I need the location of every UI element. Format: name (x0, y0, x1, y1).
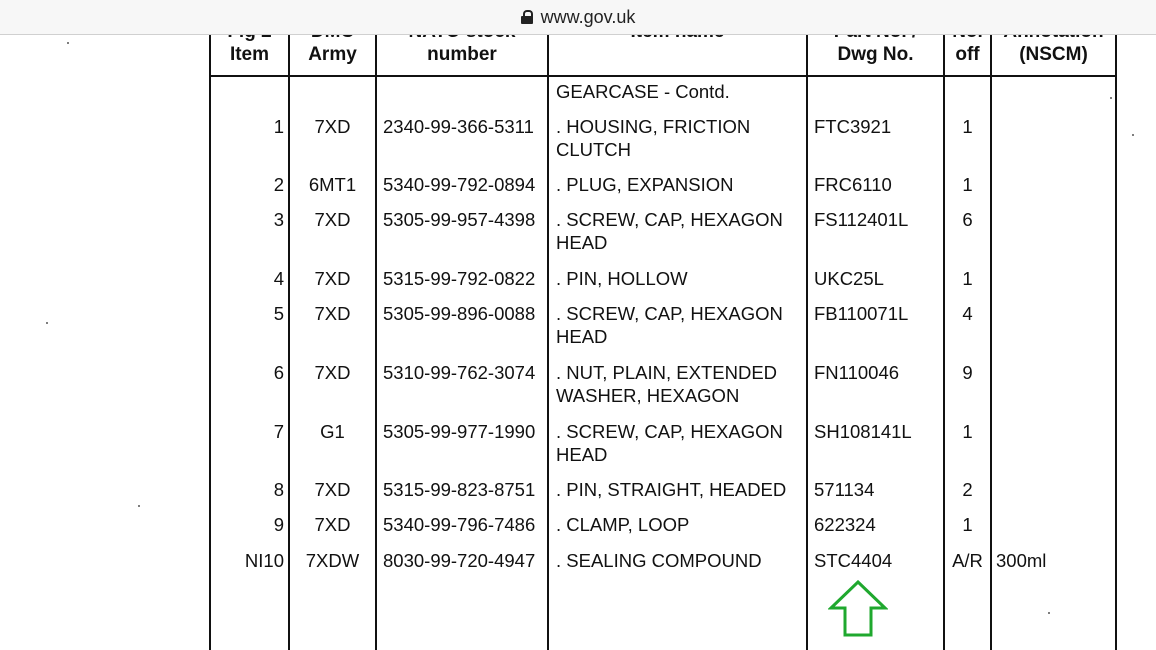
column-rule (990, 0, 992, 650)
item-number: 6 (273, 362, 284, 383)
nato-stock-number: 5310-99-762-3074 (383, 362, 536, 383)
item-number: 3 (273, 209, 284, 230)
item-name: . SEALING COMPOUND (556, 550, 762, 571)
part-number: FRC6110 (814, 174, 892, 195)
quantity-off: 2 (962, 479, 973, 500)
quantity-off: 1 (962, 174, 973, 195)
up-arrow-icon (828, 580, 888, 638)
item-name-continuation: CLUTCH (556, 139, 632, 160)
url-text[interactable]: www.gov.uk (540, 6, 636, 27)
item-name: . NUT, PLAIN, EXTENDED (556, 362, 778, 383)
item-name: . PIN, STRAIGHT, HEADED (556, 479, 787, 500)
item-number: 4 (273, 268, 284, 289)
browser-address-bar[interactable] (0, 0, 1156, 35)
part-number: STC4404 (814, 550, 893, 571)
item-name: . HOUSING, FRICTION (556, 116, 751, 137)
item-name: . PIN, HOLLOW (556, 268, 688, 289)
annotation: 300ml (996, 550, 1047, 571)
quantity-off: 1 (962, 421, 973, 442)
nato-stock-number: 5340-99-792-0894 (383, 174, 536, 195)
scan-speck (1048, 612, 1050, 614)
header-no-off: off (955, 44, 980, 65)
scan-speck (46, 322, 48, 324)
nato-stock-number: 5305-99-896-0088 (383, 303, 536, 324)
quantity-off: 1 (962, 268, 973, 289)
part-number: UKC25L (814, 268, 884, 289)
dmc-code: 7XD (314, 268, 351, 289)
part-number: FTC3921 (814, 116, 892, 137)
item-name: . SCREW, CAP, HEXAGON (556, 303, 783, 324)
dmc-code: 6MT1 (308, 174, 357, 195)
column-rule (1115, 0, 1117, 650)
header-nato-stock-number: number (427, 44, 497, 65)
scan-speck (67, 42, 69, 44)
item-number: 7 (273, 421, 284, 442)
dmc-code: 7XD (314, 479, 351, 500)
scan-speck (138, 505, 140, 507)
nato-stock-number: 8030-99-720-4947 (383, 550, 536, 571)
part-number: FB110071L (814, 303, 909, 324)
nato-stock-number: 5305-99-957-4398 (383, 209, 536, 230)
item-number: 8 (273, 479, 284, 500)
nato-stock-number: 5315-99-792-0822 (383, 268, 536, 289)
quantity-off: 6 (962, 209, 973, 230)
item-name: . SCREW, CAP, HEXAGON (556, 421, 783, 442)
scan-speck (1132, 134, 1134, 136)
item-number: 5 (273, 303, 284, 324)
nato-stock-number: 2340-99-366-5311 (383, 116, 534, 137)
nato-stock-number: 5305-99-977-1990 (383, 421, 536, 442)
dmc-code: G1 (320, 421, 345, 442)
item-name-continuation: HEAD (556, 232, 608, 253)
part-number: FS112401L (814, 209, 909, 230)
quantity-off: 4 (962, 303, 973, 324)
part-number: 571134 (814, 479, 875, 500)
header-rule (209, 75, 1117, 77)
dmc-code: 7XD (314, 116, 351, 137)
column-rule (806, 0, 808, 650)
item-name-continuation: HEAD (556, 444, 608, 465)
scan-speck (1110, 97, 1112, 99)
quantity-off: 1 (962, 514, 973, 535)
item-name: . PLUG, EXPANSION (556, 174, 734, 195)
item-name-continuation: WASHER, HEXAGON (556, 385, 740, 406)
item-number: 2 (273, 174, 284, 195)
item-number: 9 (273, 514, 284, 535)
dmc-code: 7XD (314, 303, 351, 324)
item-name: . CLAMP, LOOP (556, 514, 690, 535)
section-title: GEARCASE - Contd. (556, 81, 730, 102)
nato-stock-number: 5340-99-796-7486 (383, 514, 536, 535)
header-dmc: Army (308, 44, 357, 65)
dmc-code: 7XD (314, 514, 351, 535)
part-number: FN110046 (814, 362, 900, 383)
lock-icon (521, 10, 533, 24)
part-number: SH108141L (814, 421, 912, 442)
dmc-code: 7XD (314, 362, 351, 383)
header-item: Item (229, 44, 270, 65)
header-part-no: Dwg No. (837, 44, 914, 65)
dmc-code: 7XDW (305, 550, 360, 571)
quantity-off: A/R (952, 550, 983, 571)
dmc-code: 7XD (314, 209, 351, 230)
item-name: . SCREW, CAP, HEXAGON (556, 209, 783, 230)
header-annotation: (NSCM) (1019, 44, 1088, 65)
quantity-off: 1 (962, 116, 973, 137)
column-rule (375, 0, 377, 650)
quantity-off: 9 (962, 362, 973, 383)
item-number: 1 (273, 116, 284, 137)
item-name-continuation: HEAD (556, 326, 608, 347)
item-number: NI10 (244, 550, 284, 571)
nato-stock-number: 5315-99-823-8751 (383, 479, 536, 500)
part-number: 622324 (814, 514, 876, 535)
